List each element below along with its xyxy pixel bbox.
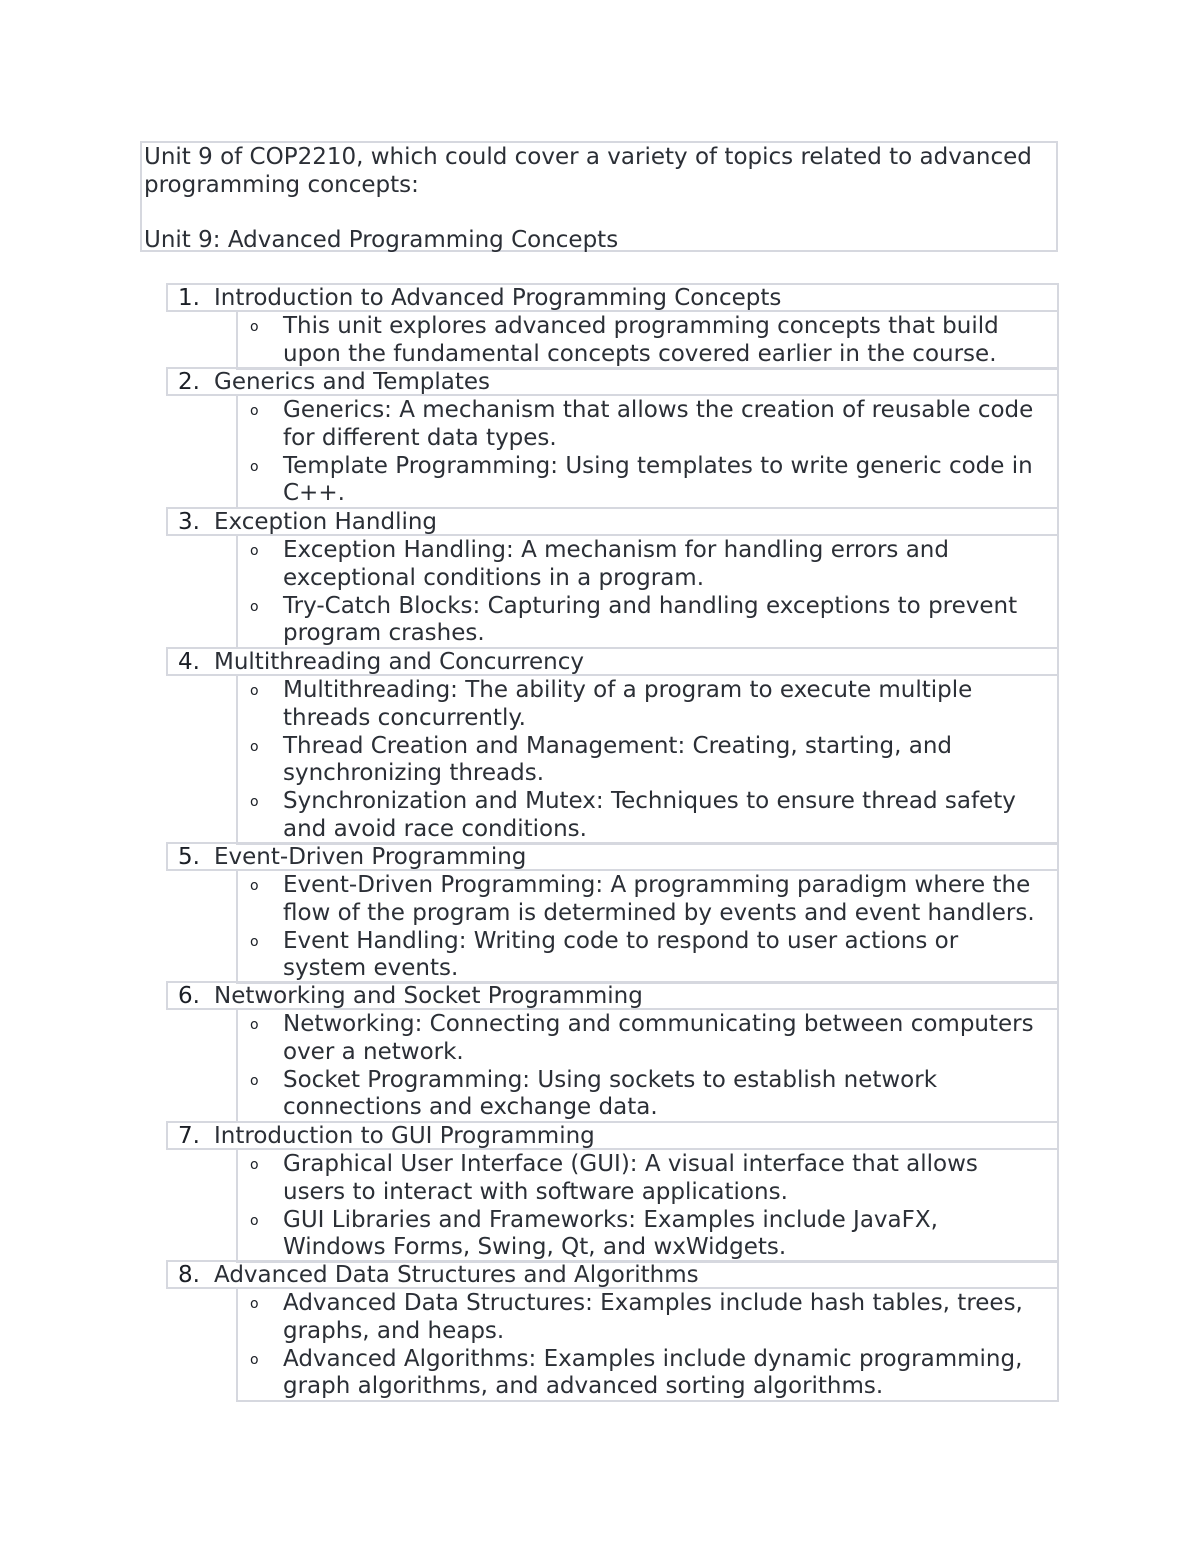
bullet-icon: o (250, 1072, 259, 1089)
list-item-text: Event Handling: Writing code to respond to user actions or (283, 927, 959, 954)
section-number: 3. (178, 509, 200, 535)
section-number: 7. (178, 1123, 200, 1149)
intro-text-line-1: Unit 9 of COP2210, which could cover a variety of topics related to advanced (144, 144, 1032, 170)
list-item-text: Advanced Data Structures: Examples include hash tables, trees, (283, 1290, 1023, 1316)
bullet-icon: o (250, 878, 259, 894)
list-item-text: threads concurrently. (283, 704, 526, 731)
list-item-text: over a network. (283, 1038, 464, 1065)
bullet-icon: o (250, 1296, 259, 1312)
section-heading (166, 647, 1059, 676)
unit-title: Unit 9: Advanced Programming Concepts (144, 227, 619, 253)
section-number: 5. (178, 844, 200, 870)
list-item-text: Synchronization and Mutex: Techniques to ensure thread safety (283, 788, 1016, 815)
bullet-icon: o (250, 458, 259, 475)
section-title: Introduction to GUI Programming (214, 1123, 595, 1149)
list-item-text: Advanced Algorithms: Examples include dynamic programming, (283, 1345, 1023, 1372)
section-heading (166, 842, 1059, 871)
section-items (236, 395, 1059, 509)
list-item-text: GUI Libraries and Frameworks: Examples include JavaFX, (283, 1206, 938, 1233)
section-number: 2. (178, 369, 200, 395)
section-title: Exception Handling (214, 509, 438, 535)
section-heading (166, 1121, 1059, 1150)
bullet-icon: o (250, 738, 259, 755)
list-item-text: system events. (283, 955, 459, 982)
intro-box (140, 141, 1058, 252)
intro-text-line-2: programming concepts: (144, 172, 419, 198)
bullet-icon: o (250, 319, 259, 335)
list-item-text: Event-Driven Programming: A programming paradigm where the (283, 872, 1031, 898)
section-number: 4. (178, 649, 200, 675)
section-title: Generics and Templates (214, 369, 490, 395)
list-item-text: synchronizing threads. (283, 760, 545, 787)
section-number: 8. (178, 1262, 200, 1288)
list-item-text: Generics: A mechanism that allows the creation of reusable code (283, 397, 1034, 423)
section-items (236, 870, 1059, 984)
list-item-text: Networking: Connecting and communicating between computers (283, 1011, 1034, 1037)
bullet-icon: o (250, 543, 259, 559)
section-items (236, 535, 1059, 649)
list-item-text: exceptional conditions in a program. (283, 564, 705, 591)
bullet-icon: o (250, 403, 259, 419)
bullet-icon: o (250, 933, 259, 950)
list-item-text: connections and exchange data. (283, 1094, 658, 1121)
list-item-text: Try-Catch Blocks: Capturing and handling exceptions to prevent (283, 592, 1018, 619)
section-heading (166, 981, 1059, 1010)
section-heading (166, 1260, 1059, 1289)
bullet-icon: o (250, 598, 259, 615)
list-item-text: Socket Programming: Using sockets to establish network (283, 1066, 938, 1093)
section-title: Introduction to Advanced Programming Concepts (214, 285, 782, 311)
bullet-icon: o (250, 1017, 259, 1033)
list-item-text: This unit explores advanced programming concepts that build (283, 313, 999, 339)
section-title: Multithreading and Concurrency (214, 649, 584, 675)
section-title: Networking and Socket Programming (214, 983, 643, 1009)
section-heading (166, 367, 1059, 396)
bullet-icon: o (250, 1212, 259, 1229)
section-items (236, 1149, 1059, 1263)
section-number: 1. (178, 285, 200, 311)
list-item-text: C++. (283, 480, 345, 507)
list-item-text: Thread Creation and Management: Creating, starting, and (283, 732, 952, 759)
bullet-icon: o (250, 1157, 259, 1173)
bullet-icon: o (250, 794, 259, 811)
list-item-text: Template Programming: Using templates to write generic code in (283, 452, 1033, 479)
section-items (236, 1288, 1059, 1402)
section-title: Event-Driven Programming (214, 844, 527, 870)
section-title: Advanced Data Structures and Algorithms (214, 1262, 699, 1288)
section-heading (166, 283, 1059, 312)
section-number: 6. (178, 983, 200, 1009)
list-item-text: users to interact with software applications. (283, 1178, 788, 1205)
list-item-text: Graphical User Interface (GUI): A visual interface that allows (283, 1151, 978, 1177)
list-item-text: Windows Forms, Swing, Qt, and wxWidgets. (283, 1234, 787, 1261)
list-item-text: graph algorithms, and advanced sorting algorithms. (283, 1373, 884, 1400)
list-item-text: Exception Handling: A mechanism for handling errors and (283, 537, 949, 563)
list-item-text: program crashes. (283, 620, 485, 647)
bullet-icon: o (250, 683, 259, 699)
list-item-text: and avoid race conditions. (283, 816, 587, 842)
list-item-text: upon the fundamental concepts covered earlier in the course. (283, 340, 997, 367)
section-items (236, 311, 1059, 370)
section-heading (166, 507, 1059, 536)
section-items (236, 1009, 1059, 1123)
list-item-text: for different data types. (283, 424, 557, 451)
bullet-icon: o (250, 1351, 259, 1368)
list-item-text: graphs, and heaps. (283, 1317, 505, 1344)
section-items (236, 675, 1059, 845)
list-item-text: Multithreading: The ability of a program to execute multiple (283, 677, 973, 703)
list-item-text: flow of the program is determined by events and event handlers. (283, 899, 1035, 926)
